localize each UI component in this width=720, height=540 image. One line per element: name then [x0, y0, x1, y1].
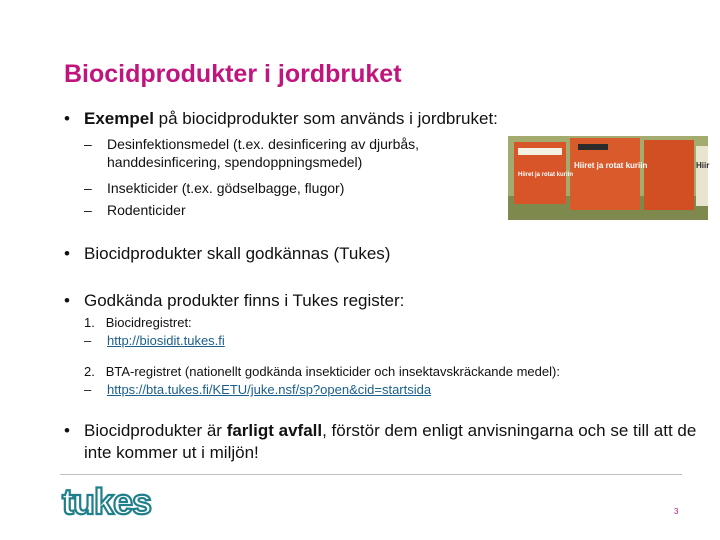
hazardous-waste-bold: farligt avfall	[226, 421, 323, 440]
examples-text: på biocidprodukter som används i jordbruket:	[153, 109, 498, 128]
bullet-dot: •	[64, 421, 70, 440]
register-link-row-2	[84, 381, 431, 399]
product-photo	[508, 136, 708, 220]
dash-marker: –	[84, 382, 92, 397]
package-label-3: Hiir	[696, 161, 710, 170]
bullet-dot: •	[64, 291, 70, 310]
register-item-1: 1. Biocidregistret:	[84, 315, 192, 330]
examples-bold-label: Exempel	[84, 109, 154, 128]
bullet-dot: •	[64, 244, 70, 263]
rodenticide-packages-image	[508, 136, 708, 220]
tukes-logo	[62, 482, 172, 529]
dash-marker: –	[84, 333, 92, 348]
register-item-2: 2. BTA-registret (nationellt godkända insekticider och insektavskräckande medel):	[84, 364, 560, 379]
sub-item-insecticides: – Insekticider (t.ex. gödselbagge, flugor)	[84, 180, 345, 196]
dash-marker: –	[84, 202, 92, 218]
bta-register-link[interactable]: https://bta.tukes.fi/KETU/juke.nsf/sp?open&cid=startsida	[107, 382, 432, 397]
register-link-row-1	[84, 332, 225, 350]
package-label-1: Hiiret ja rotat kuriin	[574, 161, 648, 170]
slide-title: Biocidprodukter i jordbruket	[64, 60, 402, 88]
biocide-register-link[interactable]: http://biosidit.tukes.fi	[107, 333, 225, 348]
page-number: 3	[674, 507, 679, 516]
bullet-hazardous-waste: • Biocidprodukter är farligt avfall, förstör dem enligt anvisningarna och se till att de inte kommer ut i miljön!	[64, 421, 697, 462]
footer-divider	[60, 474, 682, 475]
bullet-registers: • Godkända produkter finns i Tukes register:	[64, 291, 405, 310]
sub-item-disinfectants: – Desinfektionsmedel (t.ex. desinficering av djurbås, handdesinficering, spendoppningsmedel)	[84, 136, 420, 170]
bullet-approval: • Biocidprodukter skall godkännas (Tukes)	[64, 244, 391, 263]
bullet-examples	[64, 108, 704, 130]
svg-text:tukes: tukes	[62, 481, 152, 522]
package-label-2: Hiiret ja rotat kuriin	[518, 172, 574, 178]
dash-marker: –	[84, 136, 92, 152]
dash-marker: –	[84, 180, 92, 196]
sub-item-rodenticides: – Rodenticider	[84, 202, 186, 218]
bullet-dot: •	[64, 109, 70, 128]
tukes-logo-mark	[62, 482, 172, 524]
